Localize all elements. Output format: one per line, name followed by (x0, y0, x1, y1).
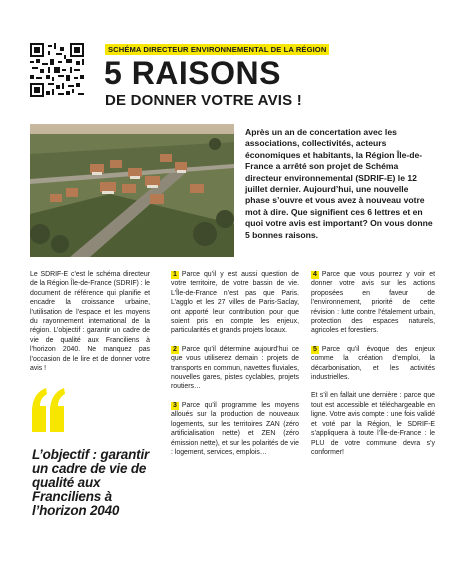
reason-number: 5 (313, 345, 317, 353)
reason-item (171, 345, 299, 392)
reason-text: Parce qu’il évoque des enjeux comme la création d’emploi, la décarbonisation, et les activités industrielles. (311, 345, 435, 382)
page-title: 5 RAISONS (104, 55, 281, 91)
intro-text: Après un an de concertation avec les associations, collectivités, acteurs économiques et habitants, la Région Île-de-France a arrêté son projet de Schéma directeur environnemental (SDRIF-E) le 12 juillet dernier. Aujourd’hui, une nouvelle phase s’ouvre et vous avez à nouveau votre mot à dire. Que signifient ces 6 lettres et en quoi votre avis est important? On vous donne 5 bonnes raisons. (245, 127, 433, 240)
reason-number: 3 (173, 401, 177, 409)
qr-code-icon[interactable] (30, 43, 84, 97)
reason-item (171, 270, 299, 336)
reason-number: 4 (313, 271, 317, 278)
reason-text: Parce qu’il programme les moyens alloués sur la production de nouveaux logements, sur les territoires ZAN (zéro artificialisation nette) et ZEN (zéro émission nette), et sur les polarités de vie : logement, services, emplois… (171, 401, 299, 456)
page-subtitle: DE DONNER VOTRE AVIS ! (105, 92, 302, 109)
reason-number: 2 (173, 345, 177, 353)
quote-mark-icon (30, 388, 66, 432)
column-2 (171, 270, 299, 466)
column-1 (30, 270, 150, 382)
reason-text: Parce qu’il détermine aujourd’hui ce que vous utiliserez demain : projets de transports en commun, navettes fluviales, nouvelles gares, pistes cyclables, projets routiers… (171, 345, 299, 391)
definition-paragraph: Le SDRIF-E c’est le schéma directeur de la Région Île-de-France (SDRIF) : le document de référence qui planifie et encadre la croissance urbaine, l’utilisation de l’espace et les moyens du rayonnement international de la région. L’objectif : garantir un cadre de vie de qualité aux Franciliens à l’horizon 2040. Ne manquez pas l’occasion de le lire et de donner votre avis ! (30, 271, 150, 373)
column-3 (311, 270, 435, 466)
reason-text: Parce qu’il y est aussi question de votre territoire, de votre bassin de vie. L’Île-de-France n’est pas que Paris. L’agglo et les 27 villes de Paris-Saclay, ont apporté leur contribution pour que soient pris en compte les enjeux, particularités et grands projets locaux. (171, 271, 299, 335)
reason-item (171, 401, 299, 457)
section-kicker: SCHÉMA DIRECTEUR ENVIRONNEMENTAL DE LA RÉGION (105, 44, 329, 55)
reason-number: 1 (173, 271, 177, 278)
reason-item (311, 270, 435, 336)
closing-paragraph: Et s’il en fallait une dernière : parce que tout est accessible et téléchargeable en ligne. Votre avis compte : une fois validé et voté par la Région, le SDRIF-E s’appliquera à toute l’Île-de-France : le PLU de votre commune devra s’y conformer! (311, 392, 435, 456)
aerial-photo (30, 124, 234, 257)
pull-quote: L’objectif : garantir un cadre de vie de qualité aux Franciliens à l’horizon 2040 (32, 447, 150, 518)
reason-text: Parce que vous pourrez y voir et donner votre avis sur les actions proposées en faveur de l’environnement, priorité de cette révision : lutte contre l’étalement urbain, protection des espaces naturels, agricoles et forestiers. (311, 271, 435, 335)
reason-item (311, 345, 435, 383)
